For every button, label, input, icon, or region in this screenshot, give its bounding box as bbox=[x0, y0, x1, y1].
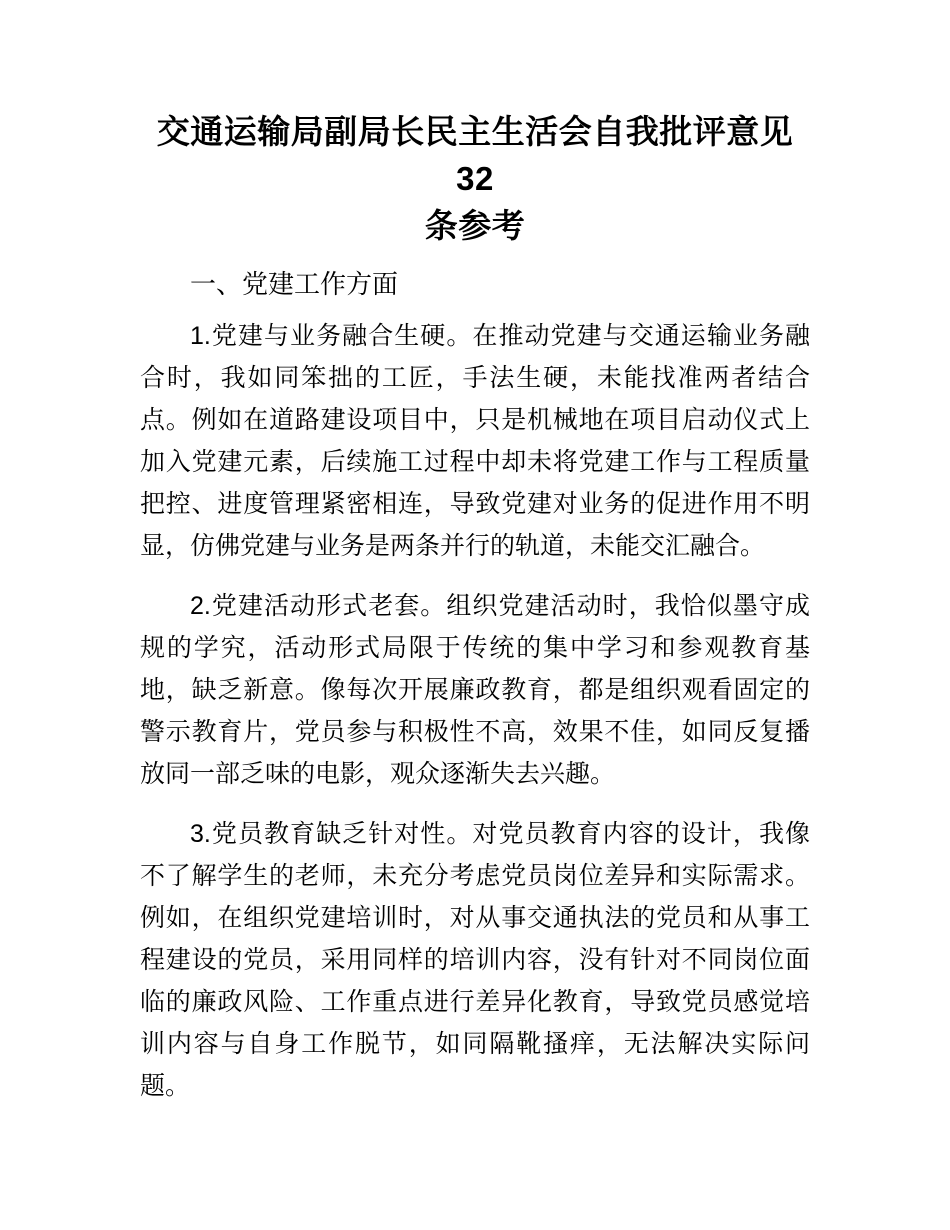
document-title bbox=[140, 0, 810, 249]
paragraph-item-3: 3.党员教育缺乏针对性。对党员教育内容的设计，我像不了解学生的老师，未充分考虑党员岗位差异和实际需求。例如，在组织党建培训时，对从事交通执法的党员和从事工程建设的党员，采用同样的培训内容，没有针对不同岗位面临的廉政风险、工作重点进行差异化教育，导致党员感觉培训内容与自身工作脱节，如同隔靴搔痒，无法解决实际问题。 bbox=[140, 820, 810, 1100]
paragraph-item-1: 1.党建与业务融合生硬。在推动党建与交通运输业务融合时，我如同笨拙的工匠，手法生硬，未能找准两者结合点。例如在道路建设项目中，只是机械地在项目启动仪式上加入党建元素，后续施工过程中却未将党建工作与工程质量把控、进度管理紧密相连，导致党建对业务的促进作用不明显，仿佛党建与业务是两条并行的轨道，未能交汇融合。 bbox=[140, 322, 810, 560]
document-title-line1: 交通运输局副局长民主生活会自我批评意见 32 bbox=[156, 113, 794, 197]
paragraph-item-2: 2.党建活动形式老套。组织党建活动时，我恰似墨守成规的学究，活动形式局限于传统的集中学习和参观教育基地，缺乏新意。像每次开展廉政教育，都是组织观看固定的警示教育片，党员参与积极性不高，效果不佳，如同反复播放同一部乏味的电影，观众逐渐失去兴趣。 bbox=[140, 592, 810, 788]
document-title-line2: 条参考 bbox=[424, 207, 526, 244]
section-heading-party-building: 一、党建工作方面 bbox=[190, 269, 399, 299]
